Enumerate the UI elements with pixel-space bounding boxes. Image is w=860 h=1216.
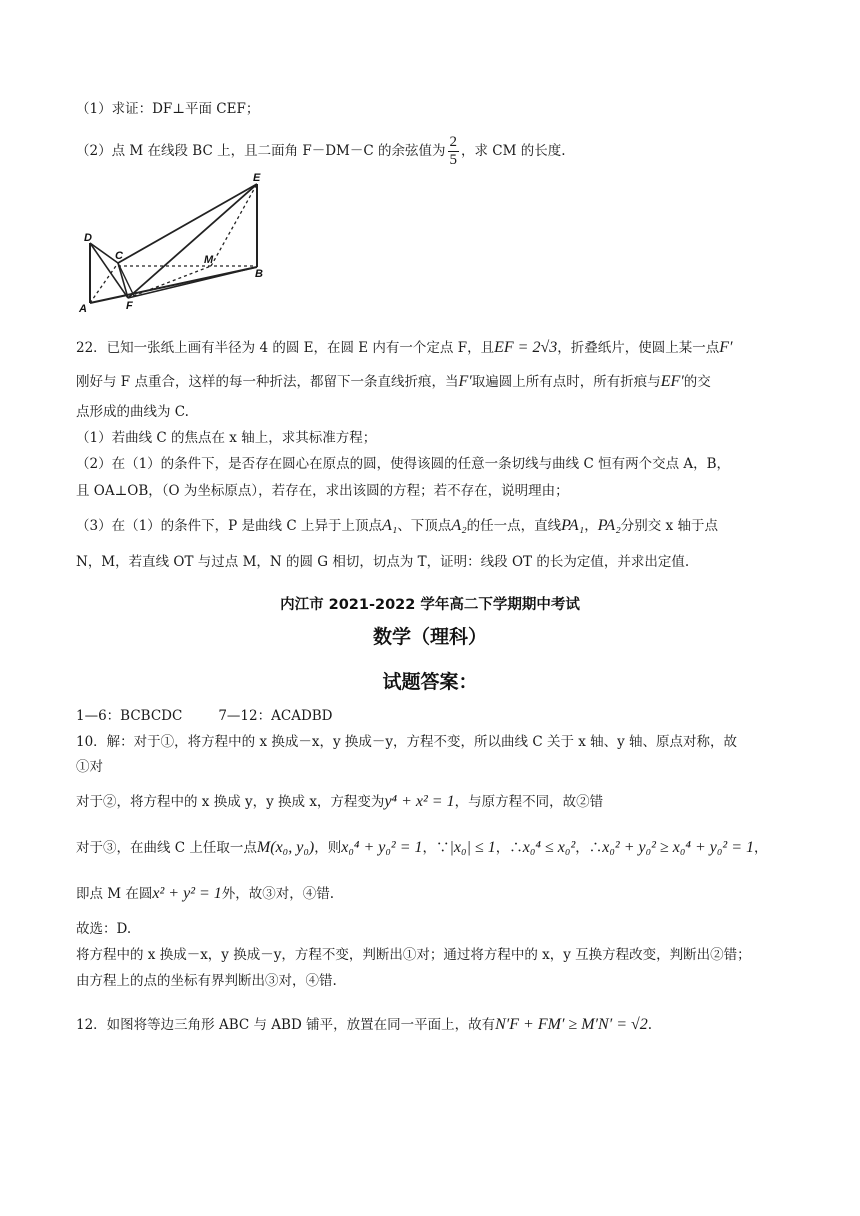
q22-part3a: （3）在（1）的条件下，P 是曲线 C 上异于上顶点A₁、下顶点A₂的任一点，直线PA₁，PA₂分别交 x 轴于点 (76, 517, 718, 534)
q22-line2: 刚好与 F 点重合，这样的每一种折法，都留下一条直线折痕，当F′取遍圆上所有点时，所有折痕与EF′的交 (76, 373, 711, 390)
q22-part3b: N，M，若直线 OT 与过点 M，N 的圆 G 相切，切点为 T，证明：线段 OT 的长为定值，并求出定值. (76, 554, 690, 570)
label-F: F (126, 300, 133, 312)
a12-line1: 12．如图将等边三角形 ABC 与 ABD 铺平，放置在同一平面上，故有N′F + FM′ ≥ M′N′ = √2. (76, 1016, 653, 1033)
q22-part2b: 且 OA⊥OB，（O 为坐标原点），若存在，求出该圆的方程；若不存在，说明理由； (76, 483, 569, 499)
q22-line3: 点形成的曲线为 C. (76, 404, 189, 420)
a10-line2: ①对 (76, 759, 103, 775)
label-A: A (79, 303, 87, 315)
answers-title: 试题答案： (382, 671, 478, 693)
q22-part2a: （2）在（1）的条件下，是否存在圆心在原点的圆，使得该圆的任意一条切线与曲线 C 恒有两个交点 A，B， (76, 456, 731, 472)
a10-line7: 将方程中的 x 换成－x，y 换成－y，方程不变，判断出①对；通过将方程中的 x，y 互换方程改变，判断出②错； (76, 947, 751, 963)
label-C: C (115, 250, 123, 262)
a10-line1: 10．解：对于①，将方程中的 x 换成－x，y 换成－y，方程不变，所以曲线 C 关于 x 轴、y 轴、原点对称，故 (76, 734, 738, 750)
label-D: D (84, 232, 92, 244)
q21-part2: （2）点 M 在线段 BC 上，且二面角 F－DM－C 的余弦值为 $\frac{2}{5}$ ，求 CM 的长度. (76, 134, 566, 168)
a10-line3: 对于②，将方程中的 x 换成 y，y 换成 x，方程变为y⁴ + x² = 1，与原方程不同，故②错 (76, 793, 604, 810)
a10-line6: 故选：D. (76, 921, 132, 937)
fraction-2-5: $\frac{2}{5}$ (449, 134, 458, 168)
a10-line5: 即点 M 在圆x² + y² = 1外，故③对，④错. (76, 885, 335, 902)
geometry-figure (76, 170, 276, 315)
answer-key: 1—6：BCBCDC 7—12：ACADBD (76, 708, 333, 724)
label-M: M (204, 254, 214, 266)
exam-title: 内江市 2021-2022 学年高二下学期期中考试 (280, 597, 580, 613)
subject-title: 数学（理科） (372, 626, 487, 648)
label-E: E (253, 172, 261, 184)
a10-line4: 对于③，在曲线 C 上任取一点M(x₀, y₀)，则x₀⁴ + y₀² = 1，∵|x₀| ≤ 1，∴x₀⁴ ≤ x₀²，∴x₀² + y₀² ≥ x₀⁴ + y₀² = 1， (76, 839, 768, 856)
q22-part1: （1）若曲线 C 的焦点在 x 轴上，求其标准方程； (76, 430, 377, 446)
label-B: B (255, 268, 263, 280)
a10-line8: 由方程上的点的坐标有界判断出③对，④错. (76, 973, 337, 989)
q21-part1: （1）求证：DF⊥平面 CEF； (76, 101, 260, 117)
q22-line1: 22．已知一张纸上画有半径为 4 的圆 E，在圆 E 内有一个定点 F，且EF = 2√3，折叠纸片，使圆上某一点F′ (76, 339, 733, 356)
